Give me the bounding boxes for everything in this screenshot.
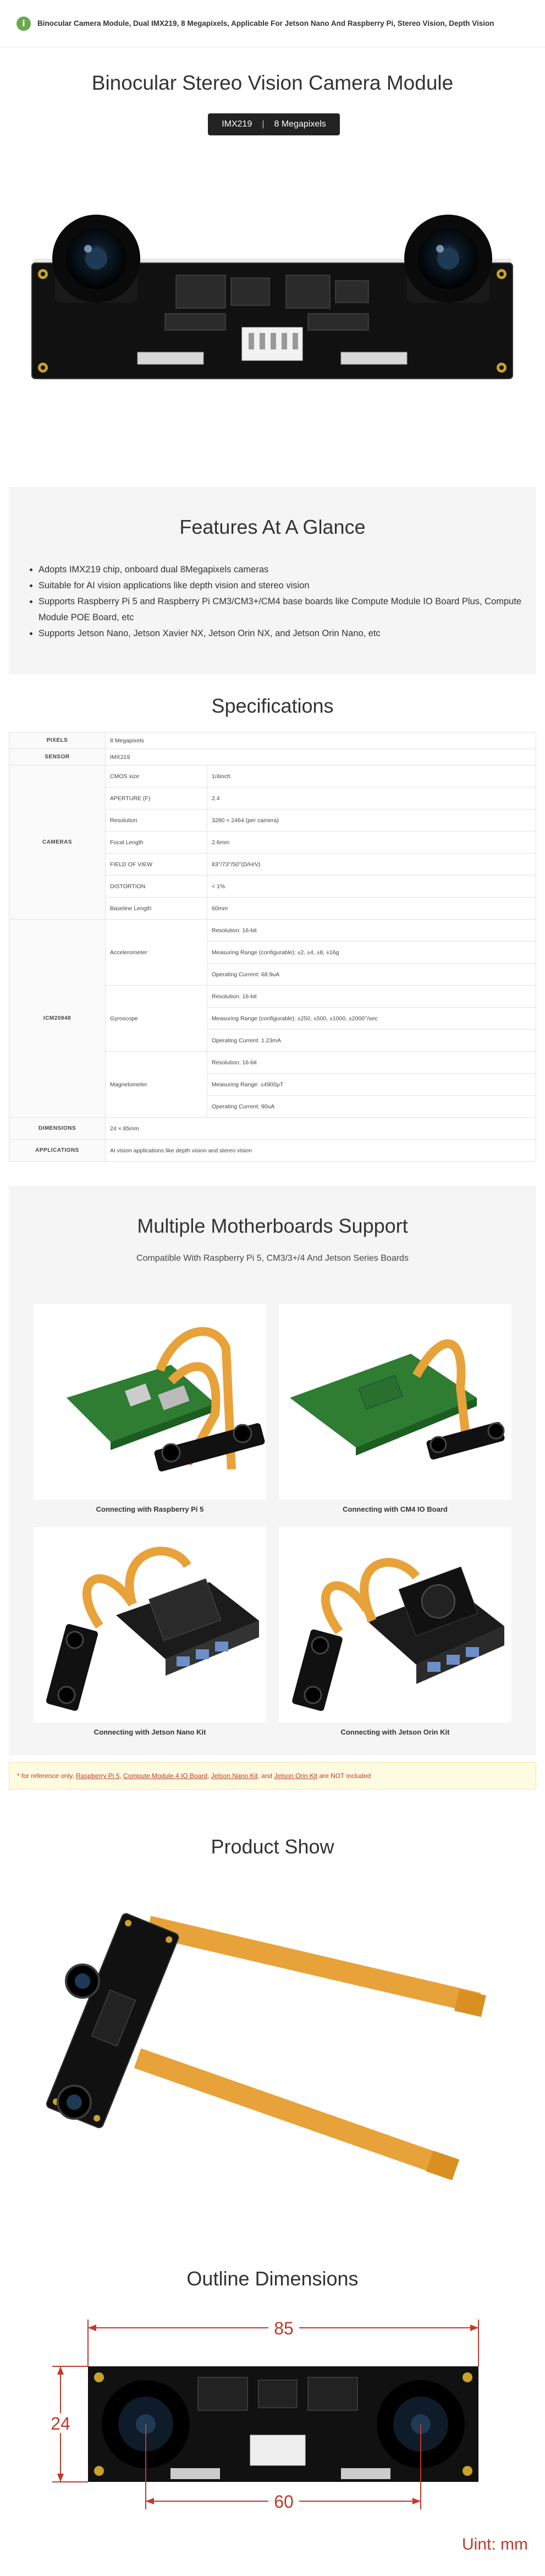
table-row <box>9 1118 536 1140</box>
note-suffix: are NOT included <box>319 1772 371 1780</box>
unit-label: Uint: mm <box>462 2535 528 2553</box>
link-raspberry-pi-5[interactable]: Raspberry Pi 5 <box>76 1772 120 1780</box>
link-jetson-orin-kit[interactable]: Jetson Orin Kit <box>274 1772 318 1780</box>
spec-subkey: Focal Length <box>106 832 207 854</box>
raspberry-pi-5-image <box>34 1304 266 1500</box>
spec-subkey: Magnetometer <box>106 1052 207 1118</box>
spec-value: 2.4 <box>207 787 536 810</box>
spec-value: Measuring Range (configurable): ±250, ±500, ±1000, ±2000°/sec <box>207 1008 536 1030</box>
table-row <box>9 920 536 942</box>
feature-item: Supports Jetson Nano, Jetson Xavier NX, Jetson Orin NX, and Jetson Orin Nano, etc <box>29 626 524 642</box>
info-icon: i <box>16 17 31 31</box>
board-caption: Connecting with Jetson Orin Kit <box>340 1728 450 1736</box>
product-show-title: Product Show <box>211 1835 334 1858</box>
spec-key: SENSOR <box>9 749 106 765</box>
reference-note <box>9 1762 536 1790</box>
spec-key: DIMENSIONS <box>9 1118 106 1140</box>
spec-value: Operating Current: 90uA <box>207 1096 536 1118</box>
note-comma: , <box>207 1772 210 1780</box>
spec-value: 3280 × 2464 (per camera) <box>207 810 536 832</box>
spec-key: CAMERAS <box>9 765 106 920</box>
features-list <box>29 562 524 642</box>
spec-value: 60mm <box>207 898 536 920</box>
width-label: 85 <box>274 2318 294 2338</box>
spec-value: Operating Current: 68.9uA <box>207 964 536 986</box>
spec-key: PIXELS <box>9 732 106 749</box>
motherboards-title: Multiple Motherboards Support <box>137 1215 408 1237</box>
outline-dimensions-drawing <box>0 2306 545 2537</box>
feature-item: Adopts IMX219 chip, onboard dual 8Megapixels cameras <box>29 562 524 578</box>
spec-value: 1/4inch <box>207 765 536 787</box>
board-card-jetson-nano <box>34 1527 266 1722</box>
link-cm4-io-board[interactable]: Compute Module 4 IO Board <box>123 1772 207 1780</box>
link-jetson-nano-kit[interactable]: Jetson Nano Kit <box>211 1772 258 1780</box>
motherboards-section <box>9 1186 536 1755</box>
table-row <box>9 732 536 749</box>
spec-subkey: Baseline Length <box>106 898 207 920</box>
jetson-orin-image <box>279 1527 511 1722</box>
table-row <box>9 765 536 787</box>
spec-value: 83°/73°/50°(D/H/V) <box>207 854 536 876</box>
spec-subkey: Accelerometer <box>106 920 207 986</box>
table-row <box>9 749 536 765</box>
spec-value: 2.6mm <box>207 832 536 854</box>
baseline-label: 60 <box>274 2492 294 2512</box>
hero-tag-separator: | <box>262 119 265 129</box>
spec-value: Operating Current: 1.23mA <box>207 1030 536 1052</box>
product-show-image <box>0 1882 545 2223</box>
hero-board-image <box>0 0 545 385</box>
spec-subkey: APERTURE (F) <box>106 787 207 810</box>
spec-value: Measuring Range: ±4900μT <box>207 1074 536 1096</box>
spec-key: APPLICATIONS <box>9 1140 106 1162</box>
motherboards-subtitle: Compatible With Raspberry Pi 5, CM3/3+/4 And Jetson Series Boards <box>136 1254 409 1263</box>
spec-subkey: FIELD OF VIEW <box>106 854 207 876</box>
spec-value: < 1% <box>207 876 536 898</box>
feature-item: Suitable for AI vision applications like depth vision and stereo vision <box>29 578 524 594</box>
spec-value: Resolution: 16-bit <box>207 920 536 942</box>
board-card-jetson-orin <box>279 1527 511 1722</box>
height-label: 24 <box>51 2414 70 2433</box>
spec-subkey: Resolution <box>106 810 207 832</box>
features-title: Features At A Glance <box>179 516 366 538</box>
spec-key: ICM20948 <box>9 920 106 1118</box>
spec-value: Measuring Range (configurable): ±2, ±4, ±8, ±16g <box>207 942 536 964</box>
spec-value: Resolution: 16-bit <box>207 986 536 1008</box>
hero-tag-sensor: IMX219 <box>222 119 252 129</box>
board-card-raspberry-pi-5 <box>34 1304 266 1500</box>
hero-title: Binocular Stereo Vision Camera Module <box>91 72 454 94</box>
spec-value: AI vision applications like depth vision and stereo vision <box>106 1140 536 1162</box>
product-title: Binocular Camera Module, Dual IMX219, 8 Megapixels, Applicable For Jetson Nano And Raspberry Pi, Stereo Vision, Depth Vision <box>37 19 494 28</box>
jetson-nano-image <box>34 1527 266 1722</box>
features-section <box>9 487 536 674</box>
spec-subkey: DISTORTION <box>106 876 207 898</box>
spec-subkey: CMOS size <box>106 765 207 787</box>
note-comma: , <box>119 1772 122 1780</box>
table-row <box>9 1140 536 1162</box>
feature-item: Supports Raspberry Pi 5 and Raspberry Pi CM3/CM3+/CM4 base boards like Compute Module IO Board Plus, Compute Module POE Board, etc <box>29 594 524 626</box>
specifications-table <box>9 732 536 1162</box>
cm4-io-board-image <box>279 1304 511 1500</box>
board-caption: Connecting with Raspberry Pi 5 <box>96 1505 204 1513</box>
spec-value: IMX219 <box>106 749 536 765</box>
spec-value: Resolution: 16-bit <box>207 1052 536 1074</box>
board-caption: Connecting with Jetson Nano Kit <box>93 1728 206 1736</box>
specifications-title: Specifications <box>211 694 334 717</box>
note-prefix: * for reference only, <box>17 1772 74 1780</box>
hero-tag-pixels: 8 Megapixels <box>274 119 326 129</box>
outline-dimensions-title: Outline Dimensions <box>186 2267 359 2290</box>
spec-value: 8 Megapixels <box>106 732 536 749</box>
spec-subkey: Gyroscope <box>106 986 207 1052</box>
board-card-cm4-io <box>279 1304 511 1500</box>
board-caption: Connecting with CM4 IO Board <box>343 1505 448 1513</box>
note-and: , and <box>257 1772 273 1780</box>
spec-value: 24 × 85mm <box>106 1118 536 1140</box>
